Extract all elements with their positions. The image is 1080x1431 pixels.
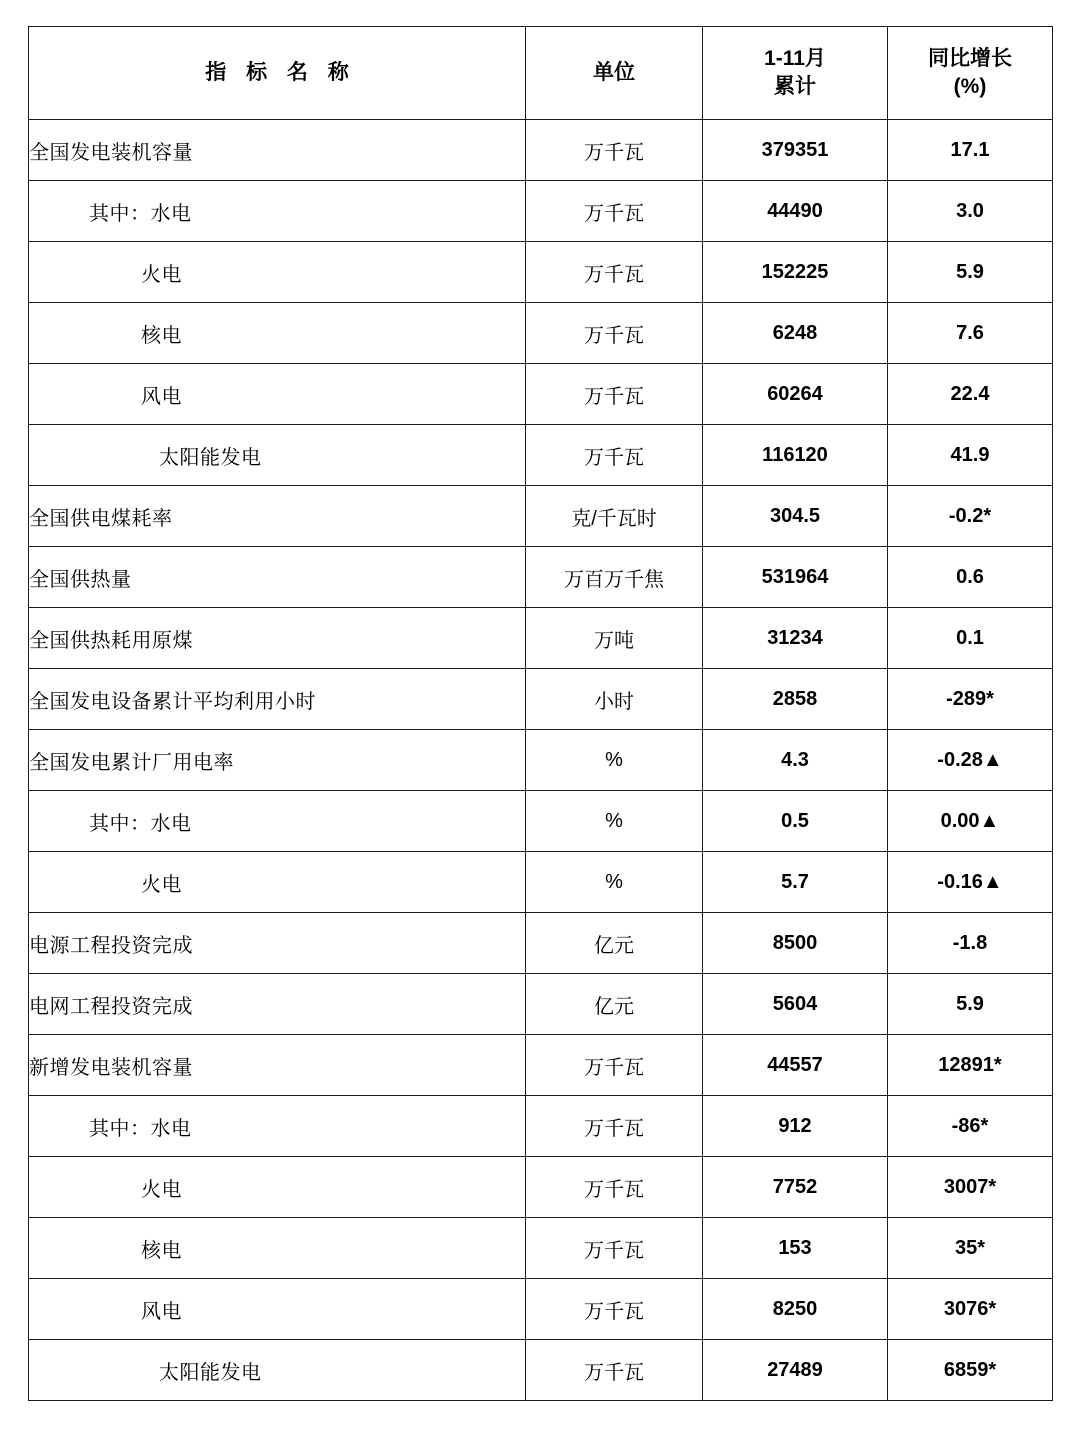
cell-indicator-name: 全国发电装机容量 bbox=[29, 120, 526, 181]
cell-yoy-value: 7.6 bbox=[888, 303, 1053, 364]
cell-indicator-name: 风电 bbox=[29, 1279, 526, 1340]
cell-yoy-value: -86* bbox=[888, 1096, 1053, 1157]
cell-unit: % bbox=[526, 852, 703, 913]
table-row bbox=[29, 181, 1053, 242]
cell-unit: 小时 bbox=[526, 669, 703, 730]
cell-unit: % bbox=[526, 791, 703, 852]
cell-indicator-name: 火电 bbox=[29, 852, 526, 913]
cell-unit: 亿元 bbox=[526, 913, 703, 974]
cell-yoy-value: 0.6 bbox=[888, 547, 1053, 608]
cell-cumulative-value: 304.5 bbox=[703, 486, 888, 547]
cell-yoy-value: 3076* bbox=[888, 1279, 1053, 1340]
table-header-row bbox=[29, 27, 1053, 120]
cell-indicator-name: 火电 bbox=[29, 242, 526, 303]
table-row bbox=[29, 608, 1053, 669]
cell-indicator-name: 全国发电设备累计平均利用小时 bbox=[29, 669, 526, 730]
table-row bbox=[29, 1096, 1053, 1157]
column-header-yoy-line2: (%) bbox=[953, 75, 987, 98]
cell-cumulative-value: 531964 bbox=[703, 547, 888, 608]
cell-indicator-name: 火电 bbox=[29, 1157, 526, 1218]
cell-yoy-value: 0.1 bbox=[888, 608, 1053, 669]
cell-indicator-name: 电网工程投资完成 bbox=[29, 974, 526, 1035]
table-body bbox=[29, 120, 1053, 1401]
table-row bbox=[29, 791, 1053, 852]
cell-cumulative-value: 5.7 bbox=[703, 852, 888, 913]
table-row bbox=[29, 1279, 1053, 1340]
cell-cumulative-value: 2858 bbox=[703, 669, 888, 730]
cell-yoy-value: 22.4 bbox=[888, 364, 1053, 425]
table-row bbox=[29, 303, 1053, 364]
table-row bbox=[29, 547, 1053, 608]
table-row bbox=[29, 974, 1053, 1035]
cell-indicator-name: 其中：水电 bbox=[29, 1096, 526, 1157]
cell-unit: 万千瓦 bbox=[526, 120, 703, 181]
cell-cumulative-value: 152225 bbox=[703, 242, 888, 303]
cell-cumulative-value: 912 bbox=[703, 1096, 888, 1157]
cell-yoy-value: 5.9 bbox=[888, 242, 1053, 303]
cell-yoy-value: -0.28▲ bbox=[888, 730, 1053, 791]
cell-cumulative-value: 60264 bbox=[703, 364, 888, 425]
cell-unit: 万千瓦 bbox=[526, 1279, 703, 1340]
cell-indicator-name: 全国供热量 bbox=[29, 547, 526, 608]
cell-indicator-name: 全国供热耗用原煤 bbox=[29, 608, 526, 669]
cell-yoy-value: 3007* bbox=[888, 1157, 1053, 1218]
cell-cumulative-value: 5604 bbox=[703, 974, 888, 1035]
column-header-unit: 单位 bbox=[526, 27, 703, 120]
cell-cumulative-value: 153 bbox=[703, 1218, 888, 1279]
cell-unit: 万百万千焦 bbox=[526, 547, 703, 608]
cell-unit: 万千瓦 bbox=[526, 303, 703, 364]
cell-yoy-value: 41.9 bbox=[888, 425, 1053, 486]
cell-indicator-name: 核电 bbox=[29, 303, 526, 364]
cell-yoy-value: -1.8 bbox=[888, 913, 1053, 974]
table-row bbox=[29, 486, 1053, 547]
table-row bbox=[29, 425, 1053, 486]
cell-cumulative-value: 44557 bbox=[703, 1035, 888, 1096]
cell-indicator-name: 全国供电煤耗率 bbox=[29, 486, 526, 547]
cell-unit: 万千瓦 bbox=[526, 1340, 703, 1401]
cell-cumulative-value: 116120 bbox=[703, 425, 888, 486]
power-statistics-table bbox=[28, 26, 1053, 1401]
table-row bbox=[29, 1157, 1053, 1218]
cell-yoy-value: -0.2* bbox=[888, 486, 1053, 547]
cell-yoy-value: -289* bbox=[888, 669, 1053, 730]
cell-cumulative-value: 27489 bbox=[703, 1340, 888, 1401]
column-header-cumulative bbox=[703, 27, 888, 120]
cell-indicator-name: 风电 bbox=[29, 364, 526, 425]
cell-yoy-value: 6859* bbox=[888, 1340, 1053, 1401]
table-row bbox=[29, 913, 1053, 974]
cell-yoy-value: 35* bbox=[888, 1218, 1053, 1279]
cell-cumulative-value: 31234 bbox=[703, 608, 888, 669]
cell-cumulative-value: 4.3 bbox=[703, 730, 888, 791]
cell-indicator-name: 电源工程投资完成 bbox=[29, 913, 526, 974]
cell-cumulative-value: 44490 bbox=[703, 181, 888, 242]
cell-cumulative-value: 379351 bbox=[703, 120, 888, 181]
table-row bbox=[29, 1035, 1053, 1096]
table-header bbox=[29, 27, 1053, 120]
table-row bbox=[29, 242, 1053, 303]
cell-yoy-value: 12891* bbox=[888, 1035, 1053, 1096]
cell-indicator-name: 太阳能发电 bbox=[29, 1340, 526, 1401]
cell-cumulative-value: 7752 bbox=[703, 1157, 888, 1218]
table-row bbox=[29, 852, 1053, 913]
cell-indicator-name: 核电 bbox=[29, 1218, 526, 1279]
cell-unit: % bbox=[526, 730, 703, 791]
cell-cumulative-value: 8500 bbox=[703, 913, 888, 974]
cell-unit: 万千瓦 bbox=[526, 364, 703, 425]
column-header-yoy bbox=[888, 27, 1053, 120]
cell-yoy-value: 0.00▲ bbox=[888, 791, 1053, 852]
cell-unit: 万千瓦 bbox=[526, 1218, 703, 1279]
cell-unit: 万千瓦 bbox=[526, 1157, 703, 1218]
cell-indicator-name: 其中：水电 bbox=[29, 181, 526, 242]
table-row bbox=[29, 1340, 1053, 1401]
cell-indicator-name: 全国发电累计厂用电率 bbox=[29, 730, 526, 791]
cell-unit: 万千瓦 bbox=[526, 242, 703, 303]
cell-unit: 万吨 bbox=[526, 608, 703, 669]
column-header-yoy-line1: 同比增长 bbox=[928, 46, 1012, 70]
table-row bbox=[29, 364, 1053, 425]
table-row bbox=[29, 120, 1053, 181]
cell-unit: 万千瓦 bbox=[526, 1096, 703, 1157]
cell-yoy-value: 17.1 bbox=[888, 120, 1053, 181]
cell-yoy-value: 3.0 bbox=[888, 181, 1053, 242]
column-header-indicator-name: 指 标 名 称 bbox=[29, 27, 526, 120]
cell-indicator-name: 太阳能发电 bbox=[29, 425, 526, 486]
cell-unit: 万千瓦 bbox=[526, 425, 703, 486]
column-header-cumulative-line1: 1-11月 bbox=[764, 46, 826, 70]
cell-cumulative-value: 8250 bbox=[703, 1279, 888, 1340]
cell-yoy-value: 5.9 bbox=[888, 974, 1053, 1035]
cell-indicator-name: 新增发电装机容量 bbox=[29, 1035, 526, 1096]
cell-cumulative-value: 6248 bbox=[703, 303, 888, 364]
cell-cumulative-value: 0.5 bbox=[703, 791, 888, 852]
cell-unit: 万千瓦 bbox=[526, 1035, 703, 1096]
table-row bbox=[29, 669, 1053, 730]
table-row bbox=[29, 1218, 1053, 1279]
column-header-cumulative-line2: 累计 bbox=[774, 75, 816, 98]
cell-unit: 亿元 bbox=[526, 974, 703, 1035]
cell-indicator-name: 其中：水电 bbox=[29, 791, 526, 852]
cell-yoy-value: -0.16▲ bbox=[888, 852, 1053, 913]
table-row bbox=[29, 730, 1053, 791]
cell-unit: 克/千瓦时 bbox=[526, 486, 703, 547]
cell-unit: 万千瓦 bbox=[526, 181, 703, 242]
